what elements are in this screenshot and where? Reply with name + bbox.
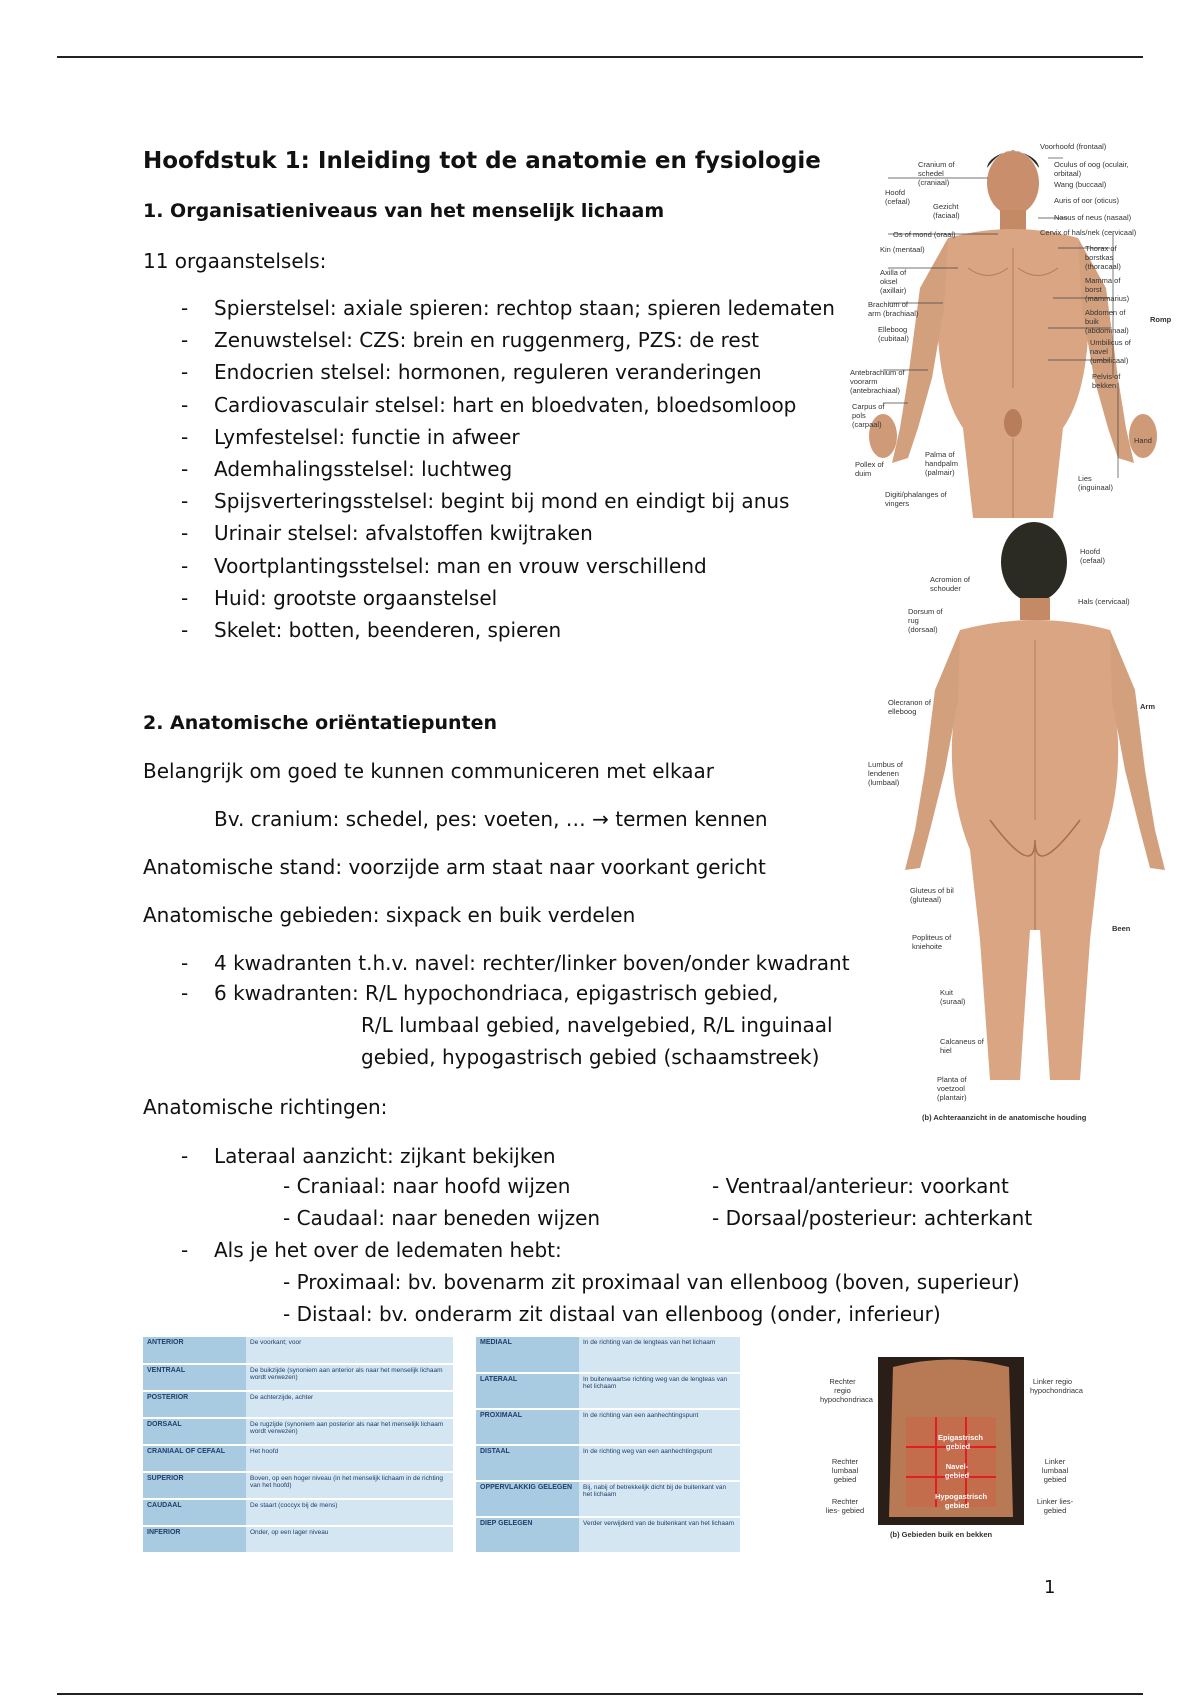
table-key: DISTAAL: [476, 1445, 579, 1481]
label-r-hypochondriaca: Rechter regio hypochondriaca: [820, 1377, 873, 1404]
table-key: POSTERIOR: [143, 1391, 246, 1418]
list-item: R/L lumbaal gebied, navelgebied, R/L inguinaal: [361, 1013, 833, 1037]
label-antebrachium: Antebrachium of voorarm (antebrachiaal): [850, 368, 905, 395]
bullet-dash: -: [181, 489, 189, 514]
bullet-dash: -: [181, 360, 189, 385]
back-figure-caption: (b) Achteraanzicht in de anatomische houding: [922, 1113, 1087, 1122]
list-item: Cardiovasculair stelsel: hart en bloedvaten, bloedsomloop: [214, 392, 797, 417]
table-key: SUPERIOR: [143, 1472, 246, 1499]
label-thorax: Thorax of borstkas (thoracaal): [1085, 244, 1121, 271]
label-r-lies: Rechter lies- gebied: [825, 1497, 865, 1515]
label-voorhoofd: Voorhoofd (frontaal): [1040, 142, 1107, 151]
label-os: Os of mond (oraal): [893, 230, 956, 239]
bullet-dash: -: [181, 951, 189, 975]
bullet-dash: -: [181, 521, 189, 546]
label-mamma: Mamma of borst (mammarius): [1085, 276, 1130, 303]
table-row: [143, 1526, 453, 1553]
bullet-dash: -: [181, 424, 189, 449]
bullet-dash: -: [181, 1238, 189, 1262]
label-gluteus: Gluteus of bil (gluteaal): [910, 886, 954, 904]
label-hoofd: Hoofd (cefaal): [885, 188, 911, 206]
label-romp: Romp: [1150, 315, 1172, 324]
table-row: [476, 1409, 740, 1445]
table-row: [476, 1337, 740, 1373]
bullet-dash: -: [181, 585, 189, 610]
label-planta: Planta of voetzool (plantair): [937, 1075, 967, 1102]
direction-item: - Dorsaal/posterieur: achterkant: [712, 1206, 1033, 1230]
directions-table-1: [143, 1337, 453, 1554]
table-key: INFERIOR: [143, 1526, 246, 1553]
label-olecranon: Olecranon of elleboog: [888, 698, 931, 716]
label-lumbus: Lumbus of lendenen (lumbaal): [868, 760, 904, 787]
label-palma: Palma of handpalm (palmair): [925, 450, 958, 477]
table-value: Bij, nabij of betrekkelijk dicht bij de buitenkant van het lichaam: [579, 1481, 740, 1517]
label-brachium: Brachium of arm (brachiaal): [868, 300, 919, 318]
table-key: OPPERVLAKKIG GELEGEN: [476, 1481, 579, 1517]
table-value: De rugzijde (synoniem aan posterior als naar het menselijk lichaam wordt verwezen): [246, 1418, 453, 1445]
label-l-lumbaal: Linker lumbaal gebied: [1041, 1457, 1069, 1484]
label-digiti: Digiti/phalanges of vingers: [885, 490, 947, 508]
table-key: ANTERIOR: [143, 1337, 246, 1364]
label-dorsum: Dorsum of rug (dorsaal): [908, 607, 943, 634]
table-key: DORSAAL: [143, 1418, 246, 1445]
list-item: Als je het over de ledematen hebt:: [214, 1238, 562, 1262]
top-rule: [57, 56, 1143, 58]
table-row: [476, 1517, 740, 1553]
table-key: CAUDAAL: [143, 1499, 246, 1526]
bullet-dash: -: [181, 296, 189, 320]
table-key: CRANIAAL OF CEFAAL: [143, 1445, 246, 1472]
abdomen-caption: (b) Gebieden buik en bekken: [890, 1530, 993, 1539]
bottom-rule: [57, 1693, 1143, 1695]
table-row: [143, 1445, 453, 1472]
label-l-lies: Linker lies- gebied: [1036, 1497, 1074, 1515]
table-value: In de richting weg van een aanhechtingspunt: [579, 1445, 740, 1481]
table-row: [143, 1499, 453, 1526]
section1-intro: 11 orgaanstelsels:: [143, 249, 327, 273]
paragraph: Anatomische richtingen:: [143, 1095, 388, 1119]
label-abdomen: Abdomen of buik (abdominaal): [1085, 308, 1129, 335]
table-key: LATERAAL: [476, 1373, 579, 1409]
paragraph: Anatomische gebieden: sixpack en buik verdelen: [143, 903, 636, 927]
label-oculus: Oculus of oog (oculair, orbitaal): [1054, 160, 1129, 178]
bullet-dash: -: [181, 392, 189, 417]
direction-item: - Proximaal: bv. bovenarm zit proximaal van ellenboog (boven, superieur): [283, 1270, 1020, 1294]
label-navelgebied: Navel- gebied: [944, 1462, 970, 1480]
page-title: Hoofdstuk 1: Inleiding tot de anatomie en fysiologie: [143, 148, 821, 174]
table-value: Verder verwijderd van de buitenkant van het lichaam: [579, 1517, 740, 1553]
table-value: De achterzijde, achter: [246, 1391, 453, 1418]
table-row: [143, 1418, 453, 1445]
label-cervix: Cervix of hals/nek (cervicaal): [1040, 228, 1137, 237]
section1-heading: 1. Organisatieniveaus van het menselijk lichaam: [143, 200, 665, 222]
direction-item: - Craniaal: naar hoofd wijzen: [283, 1174, 571, 1198]
table-value: Onder, op een lager niveau: [246, 1526, 453, 1553]
list-item: Endocrien stelsel: hormonen, reguleren veranderingen: [214, 360, 762, 385]
list-item: Skelet: botten, beenderen, spieren: [214, 618, 562, 642]
table-row: [143, 1364, 453, 1391]
bullet-dash: -: [181, 981, 189, 1005]
list-item: Ademhalingsstelsel: luchtweg: [214, 457, 513, 481]
table-row: [143, 1391, 453, 1418]
label-popliteus: Popliteus of kniehoite: [912, 933, 952, 951]
table-row: [143, 1472, 453, 1499]
label-umbilicus: Umbilicus of navel (umbilicaal): [1090, 338, 1131, 365]
list-item: Spierstelsel: axiale spieren: rechtop staan; spieren ledematen: [214, 296, 835, 320]
paragraph: Bv. cranium: schedel, pes: voeten, … → termen kennen: [214, 807, 768, 831]
table-value: In buitenwaartse richting weg van de lengteas van het lichaam: [579, 1373, 740, 1409]
label-gezicht: Gezicht (faciaal): [933, 202, 960, 220]
list-item: Lymfestelsel: functie in afweer: [214, 424, 520, 449]
list-item: 4 kwadranten t.h.v. navel: rechter/linker boven/onder kwadrant: [214, 951, 850, 975]
table-value: Boven, op een hoger niveau (in het menselijk lichaam in de richting van het hoofd): [246, 1472, 453, 1499]
list-item: gebied, hypogastrisch gebied (schaamstreek): [361, 1045, 820, 1069]
table-key: PROXIMAAL: [476, 1409, 579, 1445]
list-item: Lateraal aanzicht: zijkant bekijken: [214, 1144, 556, 1168]
label-acromion: Acromion of schouder: [930, 575, 971, 593]
direction-item: - Ventraal/anterieur: voorkant: [712, 1174, 1009, 1198]
list-item: Huid: grootste orgaanstelsel: [214, 585, 498, 610]
table-row: [476, 1373, 740, 1409]
table-key: DIEP GELEGEN: [476, 1517, 579, 1553]
bullet-dash: -: [181, 328, 189, 353]
table-value: In de richting van een aanhechtingspunt: [579, 1409, 740, 1445]
label-elleboog: Elleboog (cubitaal): [878, 325, 909, 343]
bullet-dash: -: [181, 553, 189, 578]
table-key: MEDIAAL: [476, 1337, 579, 1373]
label-hypogastrisch: Hypogastrisch gebied: [935, 1492, 988, 1510]
label-kuit: Kuit (suraal): [940, 988, 966, 1006]
label-carpus: Carpus of pols (carpaal): [852, 402, 885, 429]
label-hals: Hals (cervicaal): [1078, 597, 1130, 606]
list-item: Voortplantingsstelsel: man en vrouw verschillend: [214, 553, 707, 578]
label-back-hoofd: Hoofd (cefaal): [1080, 547, 1106, 565]
label-auris: Auris of oor (oticus): [1054, 196, 1120, 205]
bullet-dash: -: [181, 457, 189, 481]
label-r-lumbaal: Rechter lumbaal gebied: [831, 1457, 859, 1484]
table-value: In de richting van de lengteas van het lichaam: [579, 1337, 740, 1373]
label-calcaneus: Calcaneus of hiel: [940, 1037, 984, 1055]
table-key: VENTRAAL: [143, 1364, 246, 1391]
table-value: De voorkant; voor: [246, 1337, 453, 1364]
label-kin: Kin (mentaal): [880, 245, 925, 254]
table-value: Het hoofd: [246, 1445, 453, 1472]
table-row: [476, 1445, 740, 1481]
table-row: [143, 1337, 453, 1364]
section2-heading: 2. Anatomische oriëntatiepunten: [143, 712, 498, 734]
label-nasus: Nasus of neus (nasaal): [1054, 213, 1132, 222]
table-value: De buikzijde (synoniem aan anterior als naar het menselijk lichaam wordt verwezen): [246, 1364, 453, 1391]
list-item: Urinair stelsel: afvalstoffen kwijtraken: [214, 521, 593, 546]
paragraph: Belangrijk om goed te kunnen communiceren met elkaar: [143, 759, 715, 783]
table-value: De staart (coccyx bij de mens): [246, 1499, 453, 1526]
label-pelvis: Pelvis of bekken: [1092, 372, 1121, 390]
label-epigastrisch: Epigastrisch gebied: [938, 1433, 984, 1451]
page-number: 1: [1044, 1577, 1056, 1598]
label-cranium: Cranium of schedel (craniaal): [918, 160, 955, 187]
direction-item: - Distaal: bv. onderarm zit distaal van ellenboog (onder, inferieur): [283, 1302, 941, 1326]
direction-item: - Caudaal: naar beneden wijzen: [283, 1206, 601, 1230]
label-been: Been: [1112, 924, 1131, 933]
label-hand: Hand: [1134, 436, 1152, 445]
label-wang: Wang (buccaal): [1054, 180, 1107, 189]
paragraph: Anatomische stand: voorzijde arm staat naar voorkant gericht: [143, 855, 766, 879]
label-arm: Arm: [1140, 702, 1156, 711]
label-l-hypochondriaca: Linker regio hypochondriaca: [1030, 1377, 1083, 1395]
list-item: Zenuwstelsel: CZS: brein en ruggenmerg, PZS: de rest: [214, 328, 759, 353]
label-axilla: Axilla of oksel (axillair): [880, 268, 907, 295]
bullet-dash: -: [181, 618, 189, 642]
bullet-dash: -: [181, 1144, 189, 1168]
list-item: Spijsverteringsstelsel: begint bij mond en eindigt bij anus: [214, 489, 790, 514]
label-lies: Lies (inguinaal): [1078, 474, 1114, 492]
directions-table-2: [476, 1337, 740, 1554]
label-pollex: Pollex of duim: [855, 460, 884, 478]
table-row: [476, 1481, 740, 1517]
list-item: 6 kwadranten: R/L hypochondriaca, epigastrisch gebied,: [214, 981, 779, 1005]
